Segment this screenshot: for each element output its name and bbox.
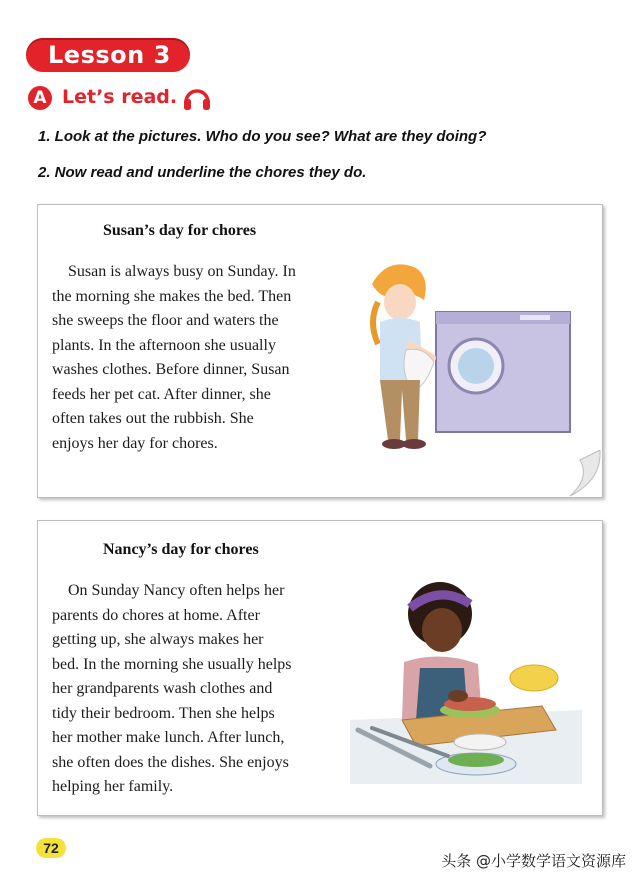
passage-line: plants. In the afternoon she usually [52,336,276,354]
passage-title: Susan’s day for chores [103,222,257,239]
instruction-2: 2. Now read and underline the chores they do. [38,164,367,181]
passage-line: often takes out the rubbish. She [52,410,254,427]
passage-line: her mother make lunch. After lunch, [52,729,285,746]
passage-line: feeds her pet cat. After dinner, she [52,385,271,403]
passage-line: parents do chores at home. After [52,606,260,624]
passage-line: tidy their bedroom. Then she helps [52,704,275,722]
passage-line: Susan is always busy on Sunday. In [68,263,296,280]
headphones-icon[interactable] [182,84,212,112]
girl-laundry-washing-machine-illustration [350,250,580,460]
girl-making-sandwich-illustration [346,570,586,786]
section-title: Let’s read. [62,86,178,108]
passage-line: getting up, she always makes her [52,631,264,648]
passage-line: she sweeps the floor and waters the [52,312,279,329]
passage-text [52,260,342,456]
watermark: 头条 @小学数学语文资源库 [441,852,626,870]
page-number: 72 [36,838,66,858]
passage-line: the morning she makes the bed. Then [52,287,292,305]
passage-line: she often does the dishes. She enjoys [52,753,289,771]
passage-title: Nancy’s day for chores [103,541,259,558]
section-letter-badge: A [28,86,52,110]
passage-line: her grandparents wash clothes and [52,680,273,697]
passage-line: bed. In the morning she usually helps [52,655,292,673]
passage-line: enjoys her day for chores. [52,434,218,452]
passage-line: washes clothes. Before dinner, Susan [52,361,290,378]
passage-line: helping her family. [52,778,174,795]
page-curl-decoration [560,450,605,500]
passage-line: On Sunday Nancy often helps her [68,582,285,599]
lesson-title: Lesson 3 [48,41,171,69]
instruction-1: 1. Look at the pictures. Who do you see? What are they doing? [38,128,487,145]
passage-text [52,579,342,800]
